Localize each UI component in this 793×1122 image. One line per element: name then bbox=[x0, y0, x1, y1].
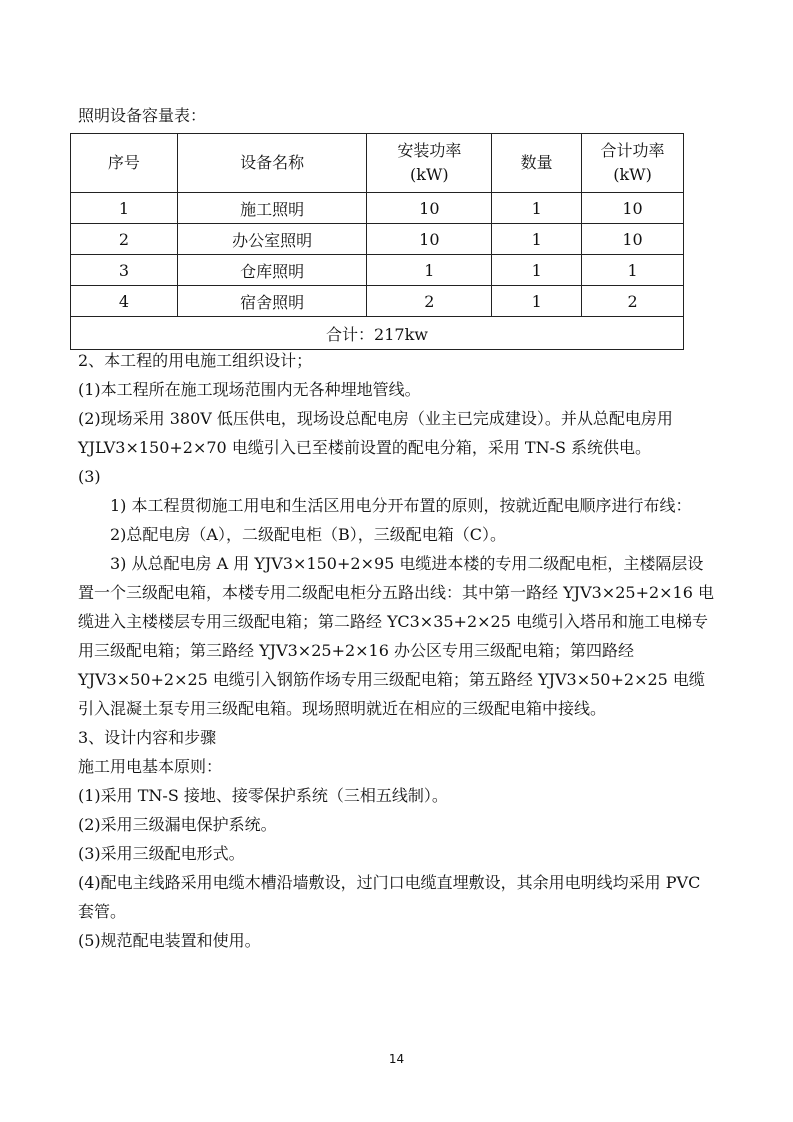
header-installed-power-unit: (kW) bbox=[410, 165, 449, 184]
paragraph: 施工用电基本原则： bbox=[78, 757, 223, 776]
cell-name: 办公室照明 bbox=[177, 224, 367, 255]
header-installed-power bbox=[367, 134, 492, 193]
cell-qty: 1 bbox=[492, 224, 582, 255]
table-row bbox=[71, 286, 684, 317]
table-caption: 照明设备容量表： bbox=[78, 106, 207, 125]
cell-qty: 1 bbox=[492, 193, 582, 224]
cell-total: 10 bbox=[582, 224, 684, 255]
paragraph: (4)配电主线路采用电缆木槽沿墙敷设，过门口电缆直埋敷设，其余用电明线均采用 PVC 套管。 bbox=[78, 873, 701, 921]
cell-qty: 1 bbox=[492, 255, 582, 286]
cell-power: 2 bbox=[367, 286, 492, 317]
page-number: 14 bbox=[388, 1052, 405, 1066]
cell-serial: 3 bbox=[71, 255, 178, 286]
header-total-power-unit: (kW) bbox=[613, 165, 652, 184]
cell-power: 10 bbox=[367, 193, 492, 224]
header-quantity: 数量 bbox=[492, 134, 582, 193]
cell-serial: 4 bbox=[71, 286, 178, 317]
cell-qty: 1 bbox=[492, 286, 582, 317]
table-row bbox=[71, 193, 684, 224]
table-row bbox=[71, 224, 684, 255]
cell-grand-total: 合计：217kw bbox=[71, 317, 684, 350]
cell-total: 10 bbox=[582, 193, 684, 224]
table-total-row bbox=[71, 317, 684, 350]
cell-power: 10 bbox=[367, 224, 492, 255]
paragraph: (3)采用三级配电形式。 bbox=[78, 844, 245, 863]
paragraph: (1)采用 TN-S 接地、接零保护系统（三相五线制）。 bbox=[78, 786, 448, 805]
cell-name: 施工照明 bbox=[177, 193, 367, 224]
table-header-row bbox=[71, 134, 684, 193]
cell-power: 1 bbox=[367, 255, 492, 286]
lighting-capacity-table bbox=[70, 133, 684, 350]
cell-name: 宿舍照明 bbox=[177, 286, 367, 317]
header-total-power bbox=[582, 134, 684, 193]
cell-serial: 2 bbox=[71, 224, 178, 255]
header-serial: 序号 bbox=[71, 134, 178, 193]
paragraph: 2、本工程的用电施工组织设计； bbox=[78, 351, 313, 370]
paragraph: (2)现场采用 380V 低压供电，现场设总配电房（业主已完成建设）。并从总配电房用 YJLV3×150+2×70 电缆引入已至楼前设置的配电分箱，采用 TN-S 系统供电。 bbox=[78, 409, 673, 457]
paragraph: 2)总配电房（A），二级配电柜（B），三级配电箱（C）。 bbox=[110, 525, 506, 544]
paragraph: (2)采用三级漏电保护系统。 bbox=[78, 815, 277, 834]
cell-total: 2 bbox=[582, 286, 684, 317]
cell-total: 1 bbox=[582, 255, 684, 286]
paragraph: 3) 从总配电房 A 用 YJV3×150+2×95 电缆进本楼的专用二级配电柜，主楼隔层设置一个三级配电箱，本楼专用二级配电柜分五路出线：其中第一路经 YJV3×25+2×16 电缆进入主楼楼层专用三级配电箱；第二路经 YC3×35+2×25 电缆引入塔吊和施工电梯专用三级配电箱；第三路经 YJV3×25+2×16 办公区专用三级配电箱；第四路经 YJV3×50+2×25 电缆引入钢筋作场专用三级配电箱；第五路经 YJV3×50+2×25 电缆引入混凝土泵专用三级配电箱。现场照明就近在相应的三级配电箱中接线。 bbox=[78, 554, 715, 718]
paragraph: (1)本工程所在施工现场范围内无各种埋地管线。 bbox=[78, 380, 421, 399]
cell-serial: 1 bbox=[71, 193, 178, 224]
paragraph: 1) 本工程贯彻施工用电和生活区用电分开布置的原则，按就近配电顺序进行布线： bbox=[110, 496, 692, 515]
body-text bbox=[78, 346, 718, 955]
header-total-power-label: 合计功率 bbox=[600, 141, 665, 160]
paragraph: (5)规范配电装置和使用。 bbox=[78, 931, 261, 950]
header-equipment-name: 设备名称 bbox=[177, 134, 367, 193]
table-row bbox=[71, 255, 684, 286]
section-heading: 3、设计内容和步骤 bbox=[78, 728, 217, 747]
paragraph: (3) bbox=[78, 467, 101, 486]
header-installed-power-label: 安装功率 bbox=[397, 141, 462, 160]
cell-name: 仓库照明 bbox=[177, 255, 367, 286]
